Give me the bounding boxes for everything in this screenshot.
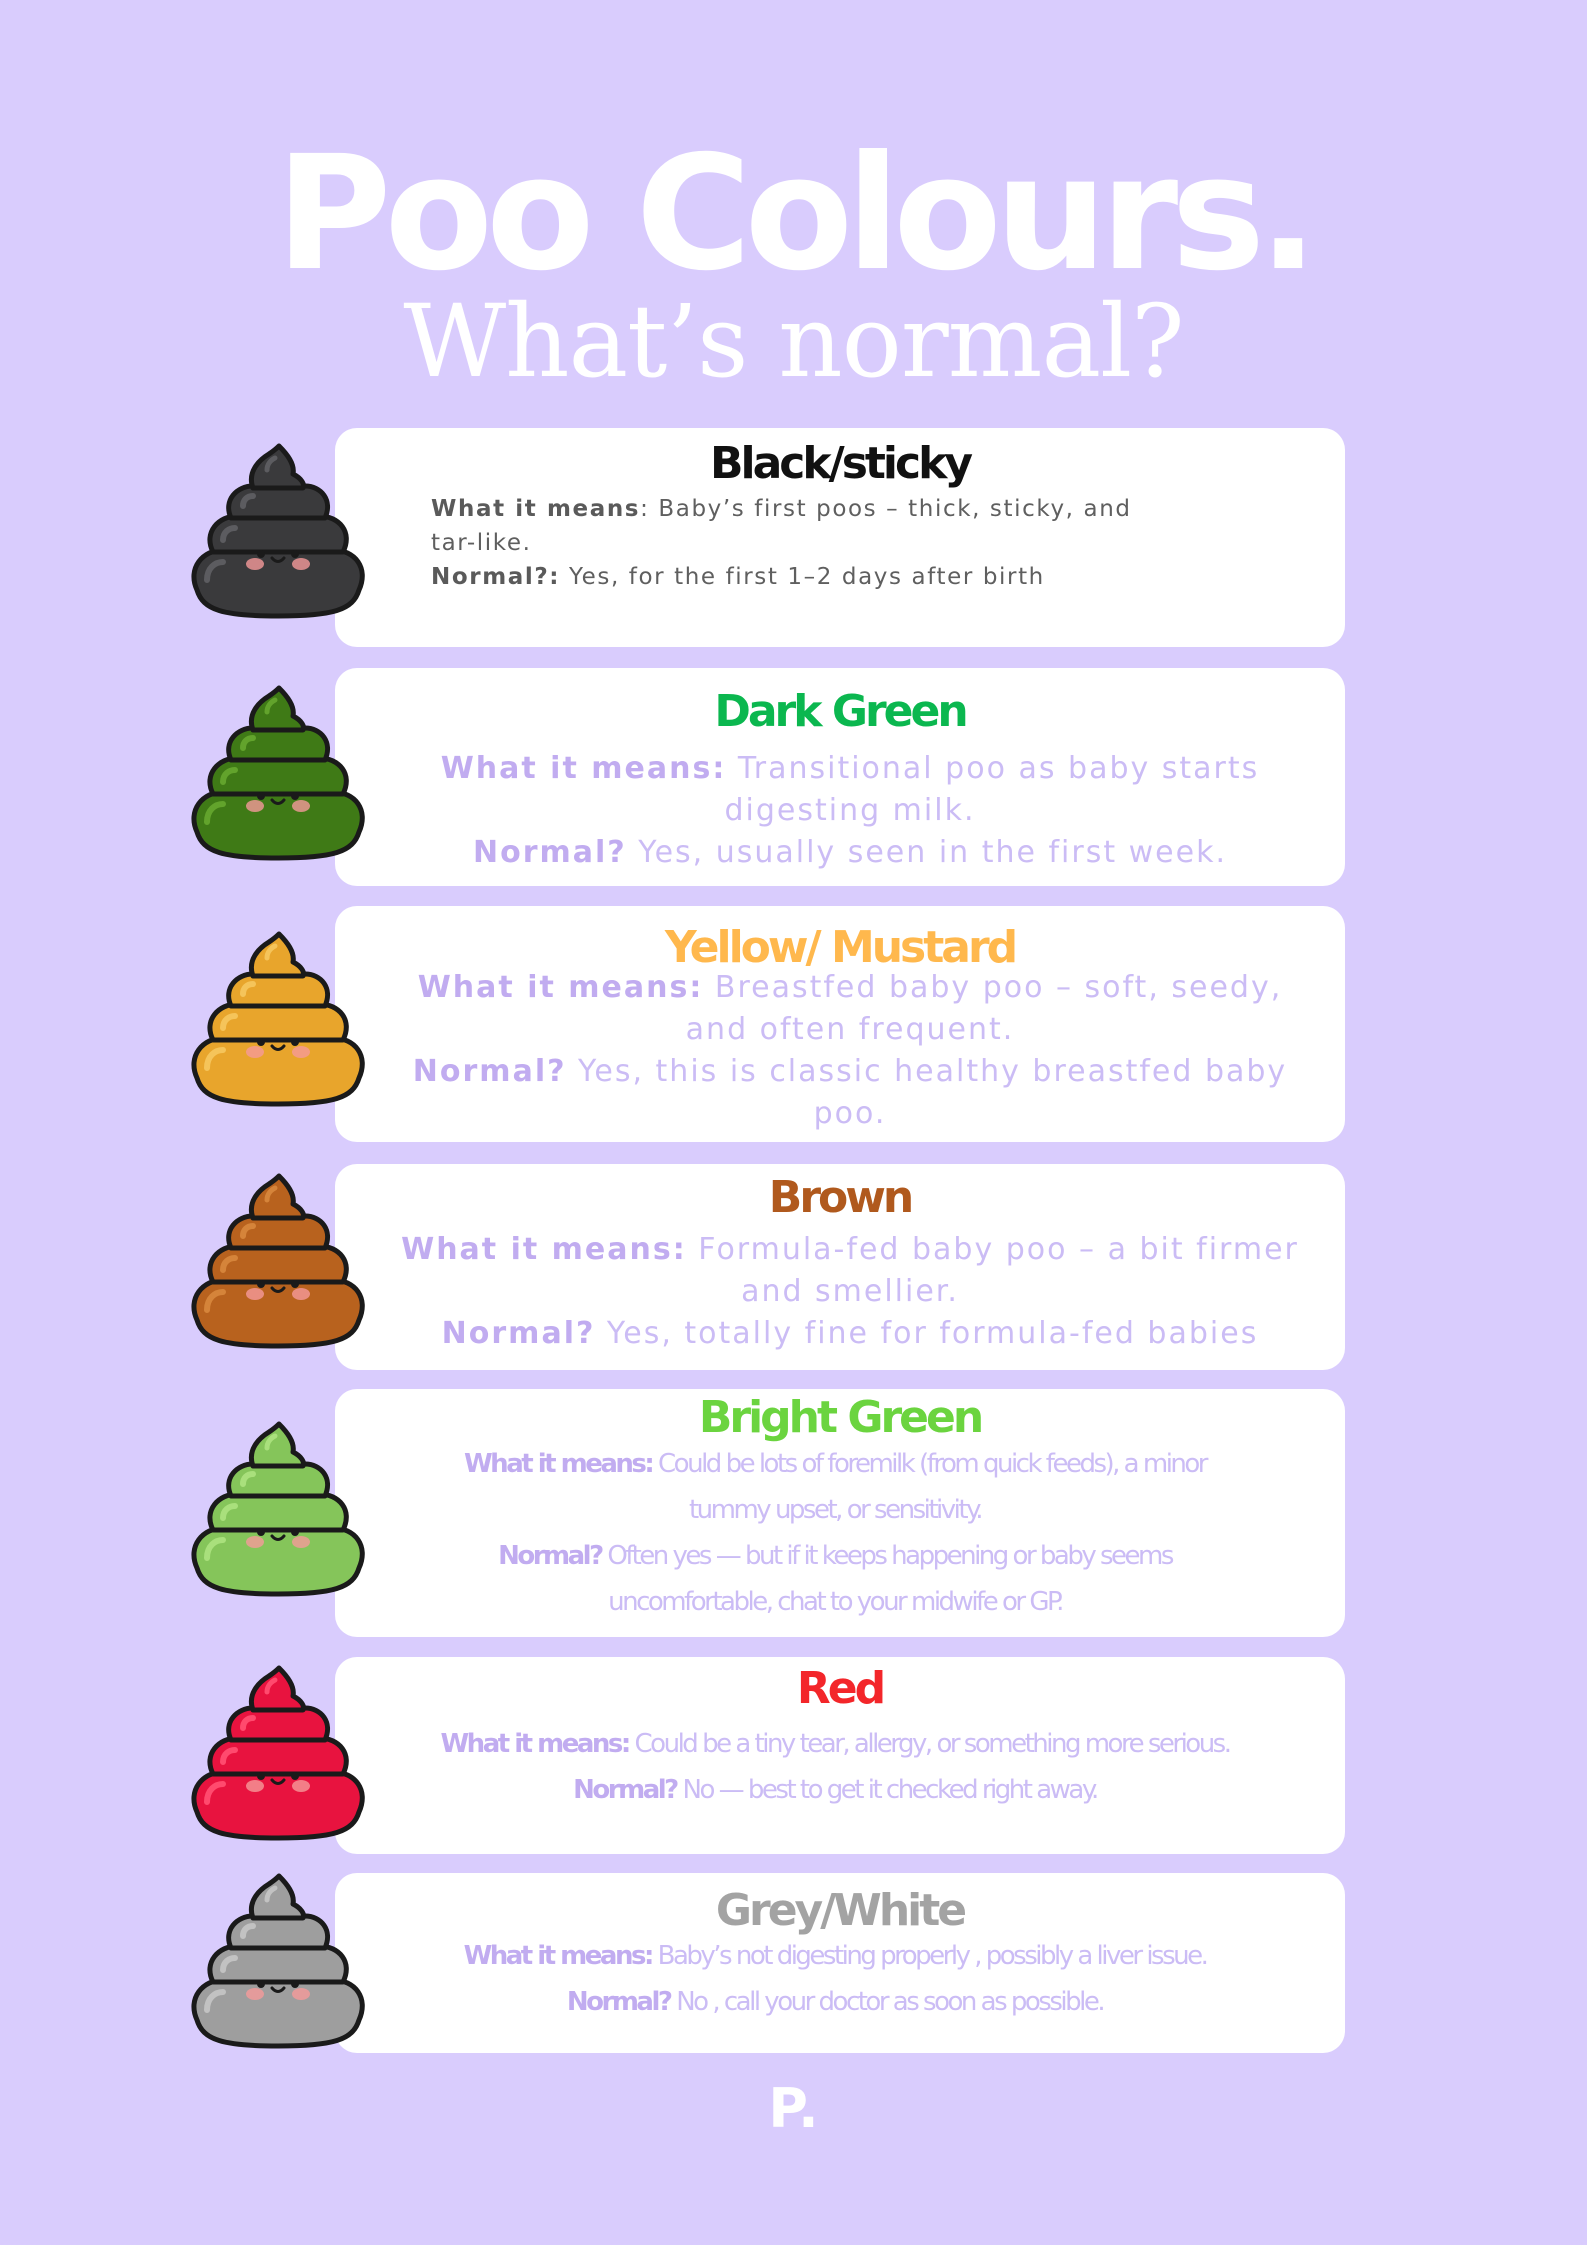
grey-poo-icon xyxy=(183,1870,373,2060)
card-red xyxy=(335,1657,1345,1854)
card-title: Yellow/ Mustard xyxy=(664,922,1016,973)
page-subtitle: What’s normal? xyxy=(403,283,1184,400)
meaning-text: Baby’s not digesting properly , possibly a liver issue. xyxy=(651,1941,1207,1971)
mustard-poo-icon xyxy=(183,928,373,1118)
normal-label: Normal? xyxy=(472,835,627,870)
bright-green-poo-icon xyxy=(183,1418,373,1608)
card-description xyxy=(390,748,1310,874)
black-poo-icon xyxy=(183,440,373,630)
normal-label: Normal?: xyxy=(431,564,561,590)
brown-poo-icon xyxy=(183,1170,373,1360)
normal-text: No , call your doctor as soon as possible. xyxy=(670,1987,1104,2017)
normal-text: Yes, for the first 1–2 days after birth xyxy=(560,564,1045,590)
normal-text: Yes, totally fine for formula-fed babies xyxy=(595,1316,1259,1351)
normal-label: Normal? xyxy=(441,1316,596,1351)
normal-label: Normal? xyxy=(573,1775,677,1805)
meaning-label: What it means: xyxy=(463,1941,652,1971)
normal-label: Normal? xyxy=(566,1987,671,2017)
meaning-text: : Baby’s first poos – thick, sticky, and tar-like. xyxy=(431,496,1132,556)
card-title: Black/sticky xyxy=(709,438,971,489)
card-description xyxy=(425,1441,1245,1625)
red-poo-icon xyxy=(183,1662,373,1852)
card-black-sticky xyxy=(335,428,1345,647)
card-description xyxy=(395,1933,1275,2025)
normal-label: Normal? xyxy=(412,1054,567,1089)
card-title: Dark Green xyxy=(714,686,966,737)
meaning-text: Formula-fed baby poo – a bit firmer and smellier. xyxy=(686,1232,1299,1309)
normal-text: Yes, this is classic healthy breastfed baby poo. xyxy=(566,1054,1288,1131)
card-description xyxy=(390,1229,1310,1355)
normal-text: Yes, usually seen in the first week. xyxy=(626,835,1227,870)
normal-text: No — best to get it checked right away. xyxy=(676,1775,1097,1805)
meaning-label: What it means: xyxy=(440,1729,629,1759)
brand-logo: P. xyxy=(768,2077,819,2140)
meaning-label: What it means: xyxy=(440,751,727,786)
card-description xyxy=(431,492,1151,594)
card-description xyxy=(395,1721,1275,1813)
normal-text: Often yes — but if it keeps happening or baby seems uncomfortable, chat to your midwife or GP. xyxy=(601,1541,1172,1617)
card-yellow-mustard xyxy=(335,906,1345,1142)
dark-green-poo-icon xyxy=(183,682,373,872)
card-title: Grey/White xyxy=(715,1885,965,1936)
page-title: Poo Colours. xyxy=(275,122,1312,306)
card-title: Bright Green xyxy=(698,1392,982,1443)
meaning-label: What it means: xyxy=(401,1232,687,1267)
meaning-label: What it means: xyxy=(417,970,704,1005)
meaning-label: What it means xyxy=(431,496,641,522)
card-description xyxy=(390,967,1310,1135)
meaning-text: Could be a tiny tear, allergy, or something more serious. xyxy=(628,1729,1230,1759)
meaning-text: Transitional poo as baby starts digesting milk. xyxy=(724,751,1260,828)
card-dark-green xyxy=(335,668,1345,886)
normal-label: Normal? xyxy=(498,1541,602,1571)
card-brown xyxy=(335,1164,1345,1370)
card-title: Red xyxy=(796,1663,884,1714)
meaning-label: What it means: xyxy=(464,1449,653,1479)
card-bright-green xyxy=(335,1389,1345,1637)
meaning-text: Could be lots of foremilk (from quick feeds), a minor tummy upset, or sensitivity. xyxy=(652,1449,1206,1525)
card-title: Brown xyxy=(768,1172,912,1223)
card-grey-white xyxy=(335,1873,1345,2053)
meaning-text: Breastfed baby poo – soft, seedy, and often frequent. xyxy=(685,970,1283,1047)
